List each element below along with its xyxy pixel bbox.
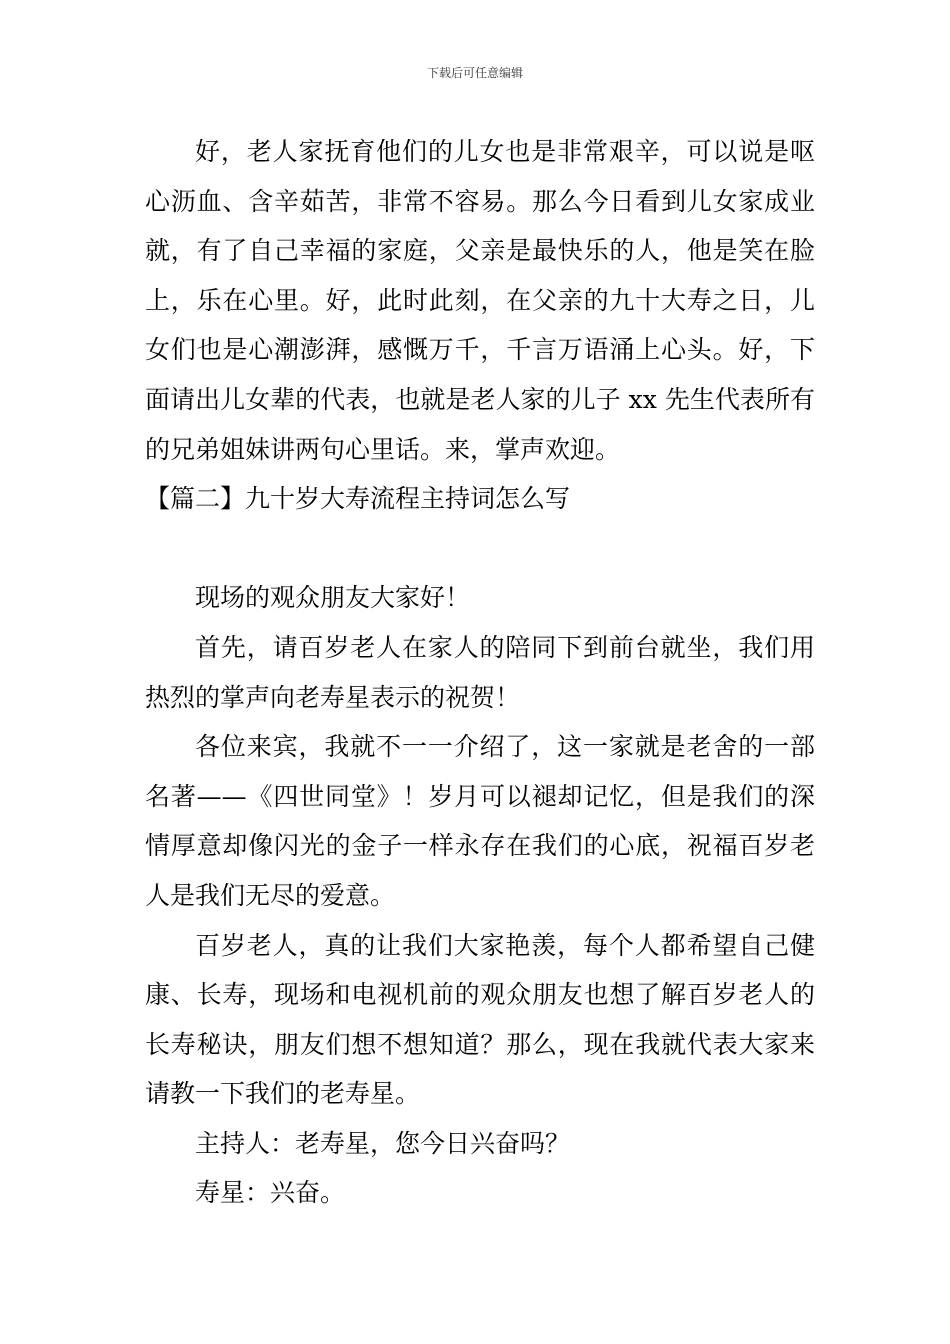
document-body	[145, 127, 815, 1218]
page-header: 下载后可任意编辑	[426, 66, 523, 80]
paragraph-greeting: 现场的观众朋友大家好！	[195, 583, 471, 613]
paragraph-guests: 各位来宾，我就不一一介绍了，这一家就是老舍的一部名著——《四世同堂》！岁月可以褪却记忆，但是我们的深情厚意却像闪光的金子一样永存在我们的心底，祝福百岁老人是我们无尽的爱意。	[145, 732, 815, 910]
dialogue-elder: 寿星：兴奋。	[195, 1178, 346, 1208]
paragraph-intro: 好，老人家抚育他们的儿女也是非常艰辛，可以说是呕心沥血、含辛茹苦，非常不容易。那么今日看到儿女家成业就，有了自己幸福的家庭，父亲是最快乐的人，他是笑在脸上，乐在心里。好，此时此刻，在父亲的九十大寿之日，儿女们也是心潮澎湃，感慨万千，千言万语涌上心头。好，下面请出儿女辈的代表，也就是老人家的儿子 xx 先生代表所有的兄弟姐妹讲两句心里话。来，掌声欢迎。	[145, 137, 815, 464]
paragraph-longevity: 百岁老人，真的让我们大家艳羡，每个人都希望自己健康、长寿，现场和电视机前的观众朋友也想了解百岁老人的长寿秘诀，朋友们想不想知道？那么，现在我就代表大家来请教一下我们的老寿星。	[145, 930, 815, 1109]
paragraph-seating: 首先，请百岁老人在家人的陪同下到前台就坐，我们用热烈的掌声向老寿星表示的祝贺！	[145, 632, 815, 712]
section-heading: 【篇二】九十岁大寿流程主持词怎么写	[145, 484, 571, 514]
dialogue-host: 主持人：老寿星，您今日兴奋吗？	[195, 1128, 571, 1158]
